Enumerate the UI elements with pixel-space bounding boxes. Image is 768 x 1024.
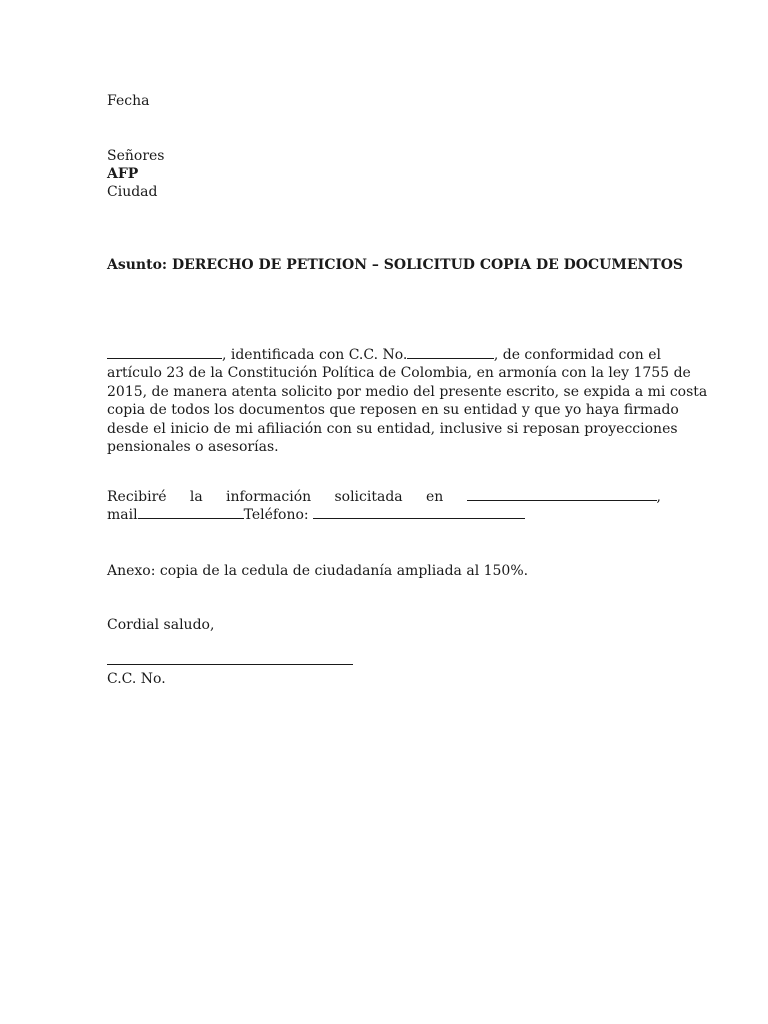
name-blank [107,346,222,359]
recipient-city: Ciudad [107,184,158,200]
paragraph-word: solicitada [334,489,403,505]
paragraph-text: , [656,489,661,505]
paragraph-word: información [225,489,312,505]
annex-line: Anexo: copia de la cedula de ciudadanía ampliada al 150%. [107,563,529,579]
date-label: Fecha [107,93,150,109]
paragraph-text: pensionales o asesorías. [107,439,279,456]
paragraph-line [107,401,679,419]
signature-line [107,652,353,665]
phone-blank [313,506,525,519]
body-paragraph-contact [107,488,661,525]
paragraph-text: artículo 23 de la Constitución Política de Colombia, en armonía con la ley 1755 de [107,365,691,382]
paragraph-word: Recibiré [107,489,167,505]
closing-greeting: Cordial saludo, [107,617,215,633]
mail-blank [138,506,244,519]
paragraph-line [107,420,678,438]
signature-blank [107,652,353,665]
paragraph-line [107,346,661,364]
paragraph-line [107,506,661,524]
paragraph-text: desde el inicio de mi afiliación con su entidad, inclusive si reposan proyecciones [107,420,678,437]
salutation: Señores [107,148,165,164]
paragraph-text: , de conformidad con el [493,347,661,363]
signature-id-label: C.C. No. [107,671,166,687]
id-number-blank [407,346,493,359]
paragraph-word: la [189,489,203,505]
recipient-name: AFP [107,166,139,182]
mail-label: mail [107,507,138,524]
paragraph-text: , identificada con C.C. No. [221,347,408,363]
phone-label: Teléfono: [243,507,309,524]
paragraph-word: en [425,489,444,505]
subject-line: Asunto: DERECHO DE PETICION – SOLICITUD COPIA DE DOCUMENTOS [107,257,684,273]
paragraph-line [107,438,661,456]
paragraph-line [107,364,691,382]
body-paragraph-request [107,346,708,456]
paragraph-text: copia de todos los documentos que reposen en su entidad y que yo haya firmado [107,402,679,419]
address-field-group [467,488,661,506]
address-blank [467,488,657,501]
paragraph-line [107,488,661,506]
paragraph-text: 2015, de manera atenta solicito por medio del presente escrito, se expida a mi costa [107,383,708,400]
paragraph-line [107,383,708,401]
